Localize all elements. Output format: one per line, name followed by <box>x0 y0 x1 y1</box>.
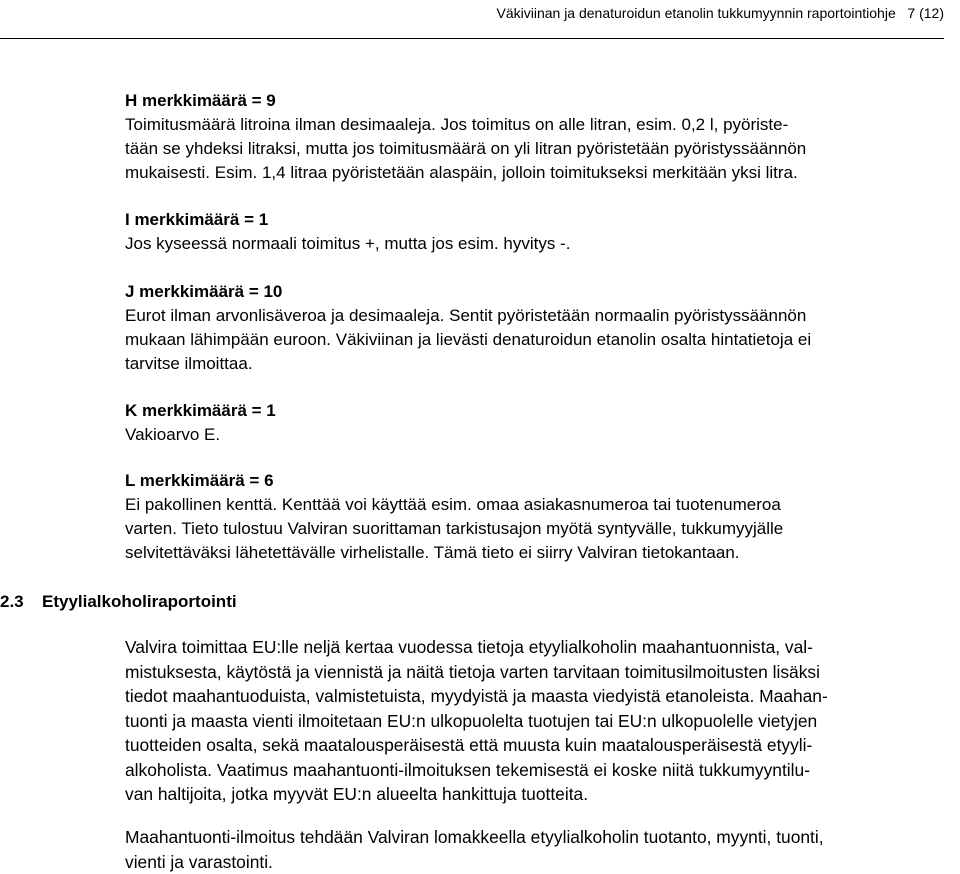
text-line: Vakioarvo E. <box>125 423 945 447</box>
section-number: 2.3 <box>0 590 42 614</box>
text-line: alkoholista. Vaatimus maahantuonti-ilmoituksen tekemisestä ei koske niitä tukkumyyntilu- <box>125 758 955 783</box>
field-description <box>125 113 945 185</box>
text-line: mistuksesta, käytöstä ja viennistä ja näitä tietoja varten tarvitaan toimitusilmoitusten lisäksi <box>125 660 955 685</box>
text-line: tään se yhdeksi litraksi, mutta jos toimitusmäärä on yli litran pyöristetään pyöristyssäännön <box>125 137 945 161</box>
field-l-block <box>125 469 945 565</box>
text-line: varten. Tieto tulostuu Valviran suorittaman tarkistusajon myötä syntyvälle, tukkumyyjälle <box>125 517 945 541</box>
field-heading: J merkkimäärä = 10 <box>125 280 945 304</box>
field-i-block <box>125 208 945 256</box>
text-line: mukaisesti. Esim. 1,4 litraa pyöristetään alaspäin, jolloin toimitukseksi merkitään yksi litra. <box>125 161 945 185</box>
body-paragraph <box>125 825 955 874</box>
text-line: tiedot maahantuoduista, valmistetuista, myydyistä ja maasta viedyistä etanoleista. Maahan- <box>125 684 955 709</box>
text-line: Maahantuonti-ilmoitus tehdään Valviran lomakkeella etyylialkoholin tuotanto, myynti, tuonti, <box>125 825 955 850</box>
text-line: Valvira toimittaa EU:lle neljä kertaa vuodessa tietoja etyylialkoholin maahantuonnista, val- <box>125 635 955 660</box>
field-description <box>125 232 945 256</box>
text-line: tarvitse ilmoittaa. <box>125 352 945 376</box>
section-heading <box>0 590 237 614</box>
text-line: tuotteiden osalta, sekä maatalousperäisestä että muusta kuin maatalousperäisestä etyyli- <box>125 733 955 758</box>
field-j-block <box>125 280 945 376</box>
running-title: Väkiviinan ja denaturoidun etanolin tukkumyynnin raportointiohje <box>496 5 895 21</box>
field-heading: H merkkimäärä = 9 <box>125 89 945 113</box>
page-indicator: 7 (12) <box>907 5 944 21</box>
text-line: Ei pakollinen kenttä. Kenttää voi käyttää esim. omaa asiakasnumeroa tai tuotenumeroa <box>125 493 945 517</box>
field-heading: L merkkimäärä = 6 <box>125 469 945 493</box>
text-line: Toimitusmäärä litroina ilman desimaaleja. Jos toimitus on alle litran, esim. 0,2 l, pyöriste- <box>125 113 945 137</box>
text-line: mukaan lähimpään euroon. Väkiviinan ja lievästi denaturoidun etanolin osalta hintatietoja ei <box>125 328 945 352</box>
header-divider <box>0 38 944 39</box>
text-line: van haltijoita, jotka myyvät EU:n alueelta hankittuja tuotteita. <box>125 782 955 807</box>
field-description <box>125 423 945 447</box>
text-line: selvitettäväksi lähetettävälle virhelistalle. Tämä tieto ei siirry Valviran tietokantaan. <box>125 541 945 565</box>
field-heading: K merkkimäärä = 1 <box>125 399 945 423</box>
field-description <box>125 493 945 565</box>
field-heading: I merkkimäärä = 1 <box>125 208 945 232</box>
field-description <box>125 304 945 376</box>
text-line: tuonti ja maasta vienti ilmoitetaan EU:n ulkopuolelta tuotujen tai EU:n ulkopuolelle vietyjen <box>125 709 955 734</box>
text-line: Eurot ilman arvonlisäveroa ja desimaaleja. Sentit pyöristetään normaalin pyöristyssäännön <box>125 304 945 328</box>
text-line: Jos kyseessä normaali toimitus +, mutta jos esim. hyvitys -. <box>125 232 945 256</box>
body-paragraph <box>125 635 955 807</box>
field-h-block <box>125 89 945 185</box>
field-k-block <box>125 399 945 447</box>
section-title: Etyylialkoholiraportointi <box>42 592 237 611</box>
running-header <box>0 4 944 22</box>
text-line: vienti ja varastointi. <box>125 850 955 874</box>
